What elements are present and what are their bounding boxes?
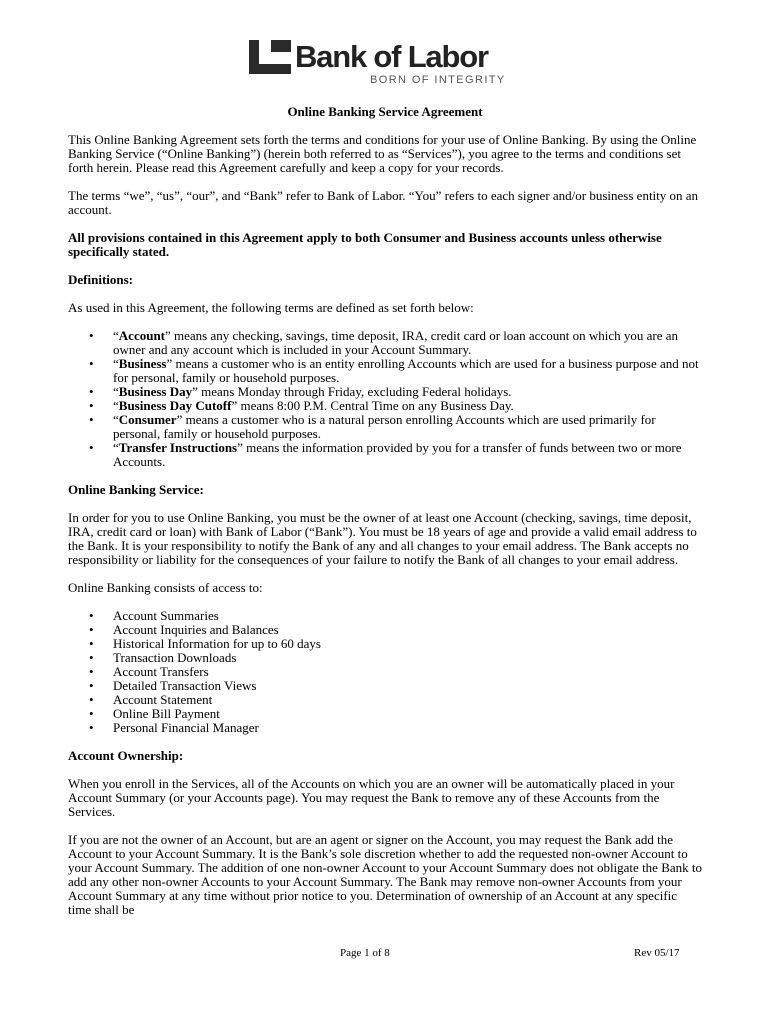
definition-text: means a customer who is a natural person enrolling Accounts which are used primarily for personal, family or household purposes. <box>113 412 656 441</box>
bank-logo-name: Bank of Labor <box>295 39 488 74</box>
ownership-paragraph-2: If you are not the owner of an Account, but are an agent or signer on the Account, you may request the Bank add the Account to your Account Summary. It is the Bank’s sole discretion whether to add the requested non-owner Account to your Account Summary. The addition of one non-owner Account to your Account Summary does not obligate the Bank to add any other non-owner Accounts to your Account Summary. The Bank may remove non-owner Accounts from your Account Summary at any time without prior notice to you. Determination of ownership of an Account at any specific time shall be <box>68 832 702 917</box>
provisions-paragraph: All provisions contained in this Agreement apply to both Consumer and Business accounts unless otherwise specifically stated. <box>68 230 662 259</box>
revision-label: Rev 05/17 <box>634 947 680 959</box>
bank-logo-mark-icon <box>249 40 291 74</box>
definition-item: • “Business” means a customer who is an entity enrolling Accounts which are used for a business purpose and not for personal, family or household purposes. <box>113 357 702 385</box>
definition-item: • “Transfer Instructions” means the information provided by you for a transfer of funds between two or more Accounts. <box>113 441 702 469</box>
access-item: • Transaction Downloads <box>113 651 702 665</box>
definition-term: Transfer Instructions <box>118 440 238 455</box>
definition-text: means any checking, savings, time deposit, IRA, credit card or loan account on which you are an owner and any account which is included in your Account Summary. <box>113 328 678 357</box>
definition-term: Account <box>118 328 165 343</box>
document-title: Online Banking Service Agreement <box>287 104 483 119</box>
access-intro: Online Banking consists of access to: <box>68 580 263 595</box>
definition-text: means the information provided by you for a transfer of funds between two or more Accounts. <box>113 440 682 469</box>
access-list <box>68 609 702 735</box>
access-item: • Account Inquiries and Balances <box>113 623 702 637</box>
definition-text: means 8:00 P.M. Central Time on any Business Day. <box>237 398 514 413</box>
service-heading: Online Banking Service: <box>68 482 204 497</box>
access-item: • Account Summaries <box>113 609 702 623</box>
access-item: • Online Bill Payment <box>113 707 702 721</box>
definition-term: Consumer <box>118 412 177 427</box>
definitions-list <box>68 329 702 469</box>
definition-term: Business Day <box>118 384 193 399</box>
access-item: • Historical Information for up to 60 days <box>113 637 702 651</box>
ownership-heading: Account Ownership: <box>68 748 184 763</box>
definitions-heading: Definitions: <box>68 272 133 287</box>
access-item: • Account Transfers <box>113 665 702 679</box>
access-item: • Detailed Transaction Views <box>113 679 702 693</box>
definition-item: • “Business Day Cutoff” means 8:00 P.M. Central Time on any Business Day. <box>113 399 702 413</box>
intro-paragraph: This Online Banking Agreement sets forth the terms and conditions for your use of Online Banking. By using the Online Banking Service (“Online Banking”) (herein both referred to as “Services”), you agree to the terms and conditions set forth herein. Please read this Agreement carefully and keep a copy for your records. <box>68 132 697 175</box>
ownership-paragraph-1: When you enroll in the Services, all of the Accounts on which you are an owner will be automatically placed in your Account Summary (or your Accounts page). You may request the Bank to remove any of these Accounts from the Services. <box>68 776 675 819</box>
definition-text: means Monday through Friday, excluding Federal holidays. <box>197 384 512 399</box>
definition-item: • “Consumer” means a customer who is a natural person enrolling Accounts which are used primarily for personal, family or household purposes. <box>113 413 702 441</box>
definition-text: means a customer who is an entity enrolling Accounts which are used for a business purpose and not for personal, family or household purposes. <box>113 356 699 385</box>
definitions-intro: As used in this Agreement, the following terms are defined as set forth below: <box>68 300 474 315</box>
access-item: • Account Statement <box>113 693 702 707</box>
document-body <box>68 105 702 931</box>
definition-item: • “Account” means any checking, savings, time deposit, IRA, credit card or loan account on which you are an owner and any account which is included in your Account Summary. <box>113 329 702 357</box>
page-number: Page 1 of 8 <box>340 947 390 959</box>
terms-paragraph: The terms “we”, “us”, “our”, and “Bank” refer to Bank of Labor. “You” refers to each signer and/or business entity on an account. <box>68 188 699 217</box>
definition-term: Business Day Cutoff <box>118 398 232 413</box>
service-paragraph: In order for you to use Online Banking, you must be the owner of at least one Account (checking, savings, time deposit, IRA, credit card or loan) with Bank of Labor (“Bank”). You must be 18 years of age and provide a valid email address to the Bank. It is your responsibility to notify the Bank of any and all changes to your email address. The Bank accepts no responsibility or liability for the consequences of your failure to notify the Bank of all changes to your email address. <box>68 510 697 567</box>
definition-term: Business <box>118 356 167 371</box>
bank-logo <box>249 40 529 92</box>
definition-item: • “Business Day” means Monday through Friday, excluding Federal holidays. <box>113 385 702 399</box>
bank-logo-tagline: BORN OF INTEGRITY <box>370 74 506 86</box>
access-item: • Personal Financial Manager <box>113 721 702 735</box>
